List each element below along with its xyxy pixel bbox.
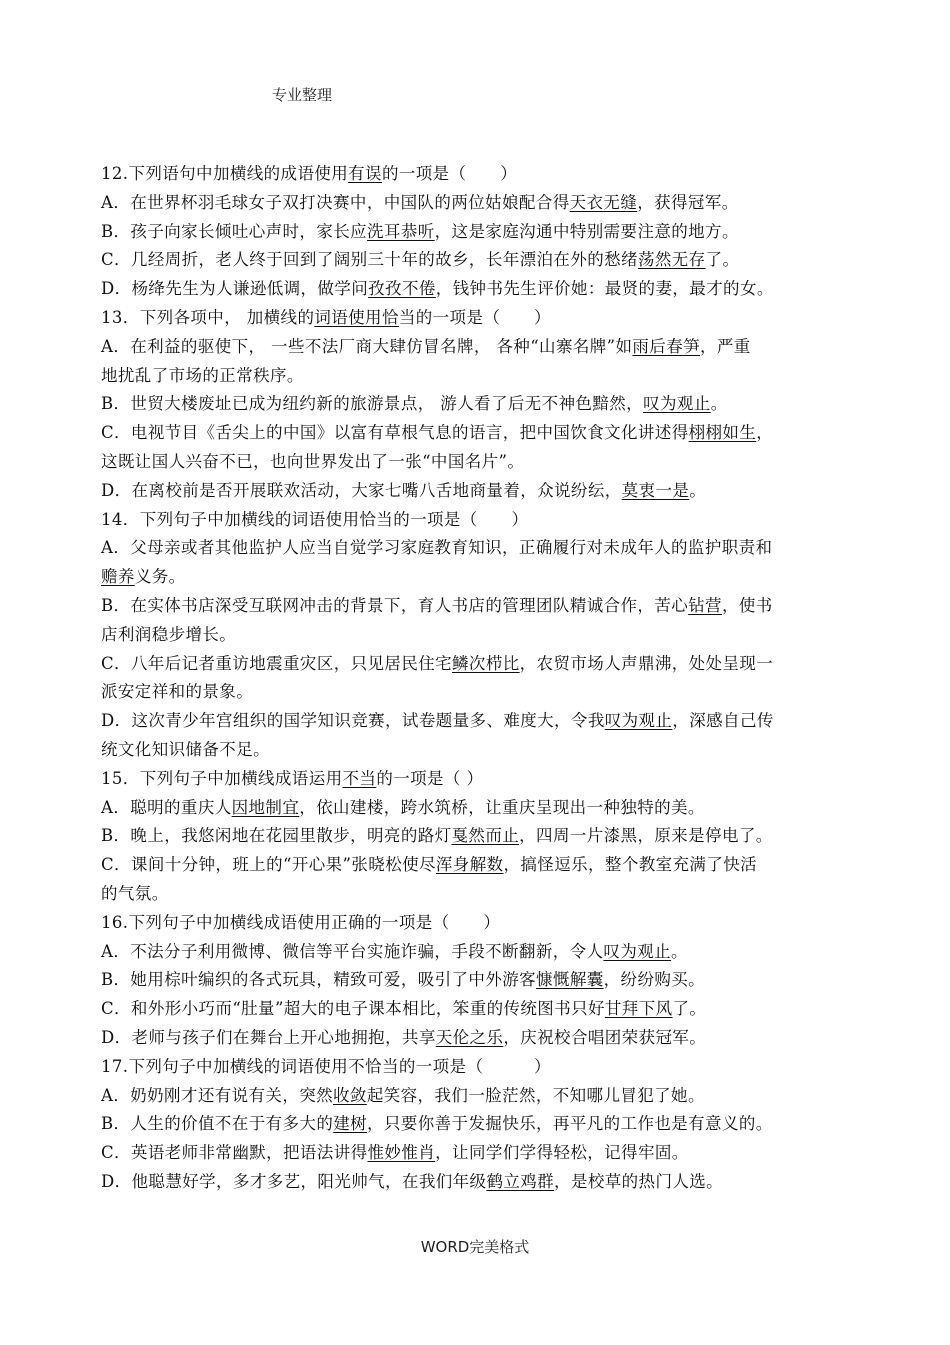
underlined-phrase: 鹤立鸡群 bbox=[486, 1171, 555, 1191]
text-segment: B．晚上，我悠闲地在花园里散步，明亮的路灯 bbox=[101, 826, 452, 846]
underlined-phrase: 钻营 bbox=[688, 595, 722, 615]
text-segment: ，钱钟书先生评价她：最贤的妻，最才的女。 bbox=[435, 279, 774, 299]
text-segment: A．在世界杯羽毛球女子双打决赛中，中国队的两位姑娘配合得 bbox=[101, 192, 570, 212]
text-segment: C．英语老师非常幽默，把语法讲得 bbox=[101, 1143, 368, 1163]
text-segment: ，农贸市场人声鼎沸，处处呈现一 bbox=[519, 653, 774, 673]
underlined-phrase: 鳞次栉比 bbox=[452, 653, 520, 673]
text-segment: A．不法分子利用微博、微信等平台实施诈骗，手段不断翻新，令人 bbox=[101, 941, 604, 961]
text-line bbox=[101, 794, 861, 823]
underlined-phrase: 惟妙惟肖 bbox=[367, 1143, 436, 1163]
text-line bbox=[101, 304, 861, 333]
underlined-phrase: 雨后春笋 bbox=[632, 336, 700, 356]
text-segment: ，搞怪逗乐，整个教室充满了快活 bbox=[503, 855, 758, 875]
text-line bbox=[101, 592, 861, 621]
page-header: 专业整理 bbox=[272, 86, 333, 104]
underlined-phrase: 建树 bbox=[333, 1114, 368, 1134]
text-line bbox=[101, 650, 861, 679]
text-line bbox=[101, 275, 861, 304]
text-segment: 统文化知识储备不足。 bbox=[101, 739, 270, 759]
text-segment: A．在利益的驱使下， 一些不法厂商大肆仿冒名牌， 各种“山寨名牌”如 bbox=[101, 336, 633, 356]
text-segment: ，纷纷购买。 bbox=[603, 970, 706, 990]
text-segment: 派安定祥和的景象。 bbox=[101, 682, 254, 702]
text-segment: ，这是家庭沟通中特别需要注意的地方。 bbox=[434, 221, 739, 241]
text-segment: 。 bbox=[671, 941, 688, 961]
page-footer: WORD完美格式 bbox=[420, 1238, 530, 1256]
text-segment: 这既让国人兴奋不已，也向世界发出了一张“中国名片”。 bbox=[101, 451, 525, 471]
text-segment: 的气氛。 bbox=[101, 883, 169, 903]
underlined-phrase: 不当 bbox=[342, 768, 377, 788]
underlined-phrase: 叹为观止 bbox=[643, 394, 711, 414]
text-segment: 的一项是（ ） bbox=[376, 768, 484, 788]
text-line bbox=[101, 218, 861, 247]
text-segment: D．他聪慧好学，多才多艺，阳光帅气，在我们年级 bbox=[101, 1171, 487, 1191]
text-line bbox=[101, 707, 861, 736]
underlined-phrase: 有误 bbox=[348, 164, 382, 183]
underlined-phrase: 洗耳恭听 bbox=[367, 221, 435, 241]
text-line bbox=[101, 966, 861, 995]
text-segment: B．在实体书店深受互联网冲击的背景下，育人书店的管理团队精诚合作，苦心 bbox=[101, 595, 689, 615]
text-segment: 了。 bbox=[672, 999, 707, 1019]
text-segment: 当的一项是（ ） bbox=[398, 307, 551, 327]
text-segment: 16.下列句子中加横线成语使用正确的一项是（ ） bbox=[101, 912, 501, 932]
text-line bbox=[101, 621, 861, 650]
text-line bbox=[101, 851, 861, 880]
text-line bbox=[101, 1110, 861, 1139]
text-segment: ，深感自己传 bbox=[672, 711, 774, 731]
text-line bbox=[101, 938, 861, 967]
text-line bbox=[101, 448, 861, 477]
text-line bbox=[101, 678, 861, 707]
text-line bbox=[101, 880, 861, 909]
text-segment: B．世贸大楼废址已成为纽约新的旅游景点， 游人看了后无不神色黯然， bbox=[101, 394, 644, 414]
text-line bbox=[101, 822, 861, 851]
text-segment: 13．下列各项中， 加横线的 bbox=[101, 307, 315, 327]
underlined-phrase: 叹为观止 bbox=[604, 711, 673, 731]
underlined-phrase: 莫衷一是 bbox=[621, 480, 690, 500]
text-line bbox=[101, 1139, 861, 1168]
question-content bbox=[101, 160, 861, 1197]
text-segment: 14．下列句子中加横线的词语使用恰当的一项是（ ） bbox=[101, 509, 529, 529]
text-segment: 15．下列句子中加横线成语运用 bbox=[101, 768, 343, 788]
text-segment: A．父母亲或者其他监护人应当自觉学习家庭教育知识，正确履行对未成年人的监护职责和 bbox=[101, 538, 773, 558]
text-segment: B．她用棕叶编织的各式玩具，精致可爱，吸引了中外游客 bbox=[101, 970, 537, 990]
underlined-phrase: 收敛 bbox=[333, 1085, 367, 1105]
text-line bbox=[101, 477, 861, 506]
text-segment: 起笑容，我们一脸茫然，不知哪儿冒犯了她。 bbox=[366, 1085, 705, 1105]
text-segment: D．老师与孩子们在舞台上开心地拥抱，共享 bbox=[101, 1027, 436, 1047]
underlined-phrase: 浑身解数 bbox=[435, 855, 504, 875]
text-line bbox=[101, 995, 861, 1024]
underlined-phrase: 天衣无缝 bbox=[569, 192, 638, 212]
underlined-phrase: 戛然而止 bbox=[451, 826, 520, 846]
underlined-phrase: 因地制宜 bbox=[231, 797, 300, 817]
text-line bbox=[101, 506, 861, 535]
text-segment: B．孩子向家长倾吐心声时，家长应 bbox=[101, 221, 368, 241]
text-segment: C．和外形小巧而“肚量”超大的电子课本相比，笨重的传统图书只好 bbox=[101, 999, 605, 1019]
text-line bbox=[101, 563, 861, 592]
underlined-phrase: 孜孜不倦 bbox=[368, 279, 436, 299]
text-segment: 12.下列语句中加横线的成语使用 bbox=[101, 164, 349, 183]
text-line bbox=[101, 1024, 861, 1053]
text-line bbox=[101, 362, 861, 391]
text-segment: ，让同学们学得轻松，记得牢固。 bbox=[435, 1143, 689, 1163]
underlined-phrase: 天伦之乐 bbox=[435, 1027, 504, 1047]
text-line bbox=[101, 333, 861, 362]
underlined-phrase: 叹为观止 bbox=[603, 941, 672, 961]
text-segment: 了。 bbox=[705, 250, 740, 270]
text-line bbox=[101, 736, 861, 765]
text-segment: ，获得冠军。 bbox=[637, 192, 739, 212]
text-line bbox=[101, 160, 861, 189]
text-line bbox=[101, 1053, 861, 1082]
text-segment: 的一项是（ ） bbox=[381, 164, 518, 183]
text-segment: C．电视节目《舌尖上的中国》以富有草根气息的语言，把中国饮食文化讲述得 bbox=[101, 423, 689, 443]
text-line bbox=[101, 419, 861, 448]
text-segment: 地扰乱了市场的正常秩序。 bbox=[101, 365, 304, 385]
text-line bbox=[101, 1082, 861, 1111]
text-segment: A．聪明的重庆人 bbox=[101, 797, 232, 817]
text-segment: C．八年后记者重访地震重灾区，只见居民住宅 bbox=[101, 653, 453, 673]
text-line bbox=[101, 909, 861, 938]
underlined-phrase: 词语使用恰 bbox=[314, 307, 399, 327]
text-segment: A．奶奶刚才还有说有关，突然 bbox=[101, 1085, 334, 1105]
text-segment: ，依山建楼，跨水筑桥，让重庆呈现出一种独特的美。 bbox=[299, 797, 705, 817]
text-segment: ，庆祝校合唱团荣获冠军。 bbox=[503, 1027, 707, 1047]
text-segment: ，严重 bbox=[700, 336, 751, 356]
text-line bbox=[101, 1168, 861, 1197]
underlined-phrase: 甘拜下风 bbox=[604, 999, 673, 1019]
text-line bbox=[101, 390, 861, 419]
text-segment: C．课间十分钟，班上的“开心果”张晓松使尽 bbox=[101, 855, 436, 875]
text-segment: 17.下列句子中加横线的词语使用不恰当的一项是（ ） bbox=[101, 1056, 551, 1076]
underlined-phrase: 栩栩如生 bbox=[688, 423, 757, 443]
text-segment: 。 bbox=[689, 480, 707, 500]
text-segment: C．几经周折，老人终于回到了阔别三十年的故乡，长年漂泊在外的愁绪 bbox=[101, 250, 638, 270]
text-segment: D．杨绛先生为人谦逊低调，做学问 bbox=[101, 279, 369, 299]
text-segment: ，是校草的热门人选。 bbox=[554, 1171, 724, 1191]
text-line bbox=[101, 246, 861, 275]
underlined-phrase: 赡养 bbox=[101, 567, 135, 587]
text-segment: B．人生的价值不在于有多大的 bbox=[101, 1114, 334, 1134]
text-segment: D．这次青少年宫组织的国学知识竞赛，试卷题量多、难度大，令我 bbox=[101, 711, 605, 731]
underlined-phrase: 慷慨解囊 bbox=[536, 970, 604, 990]
text-segment: 店利润稳步增长。 bbox=[101, 624, 237, 644]
underlined-phrase: 荡然无存 bbox=[637, 250, 706, 270]
text-segment: 。 bbox=[710, 394, 728, 414]
text-line bbox=[101, 765, 861, 794]
text-segment: ， bbox=[756, 423, 774, 443]
text-segment: ，四周一片漆黑，原来是停电了。 bbox=[519, 826, 773, 846]
text-line bbox=[101, 534, 861, 563]
text-segment: D．在离校前是否开展联欢活动，大家七嘴八舌地商量着，众说纷纭， bbox=[101, 480, 622, 500]
text-segment: ，只要你善于发掘快乐，再平凡的工作也是有意义的。 bbox=[367, 1114, 773, 1134]
text-segment: 义务。 bbox=[134, 567, 186, 587]
text-line bbox=[101, 189, 861, 218]
text-segment: ，使书 bbox=[721, 595, 773, 615]
